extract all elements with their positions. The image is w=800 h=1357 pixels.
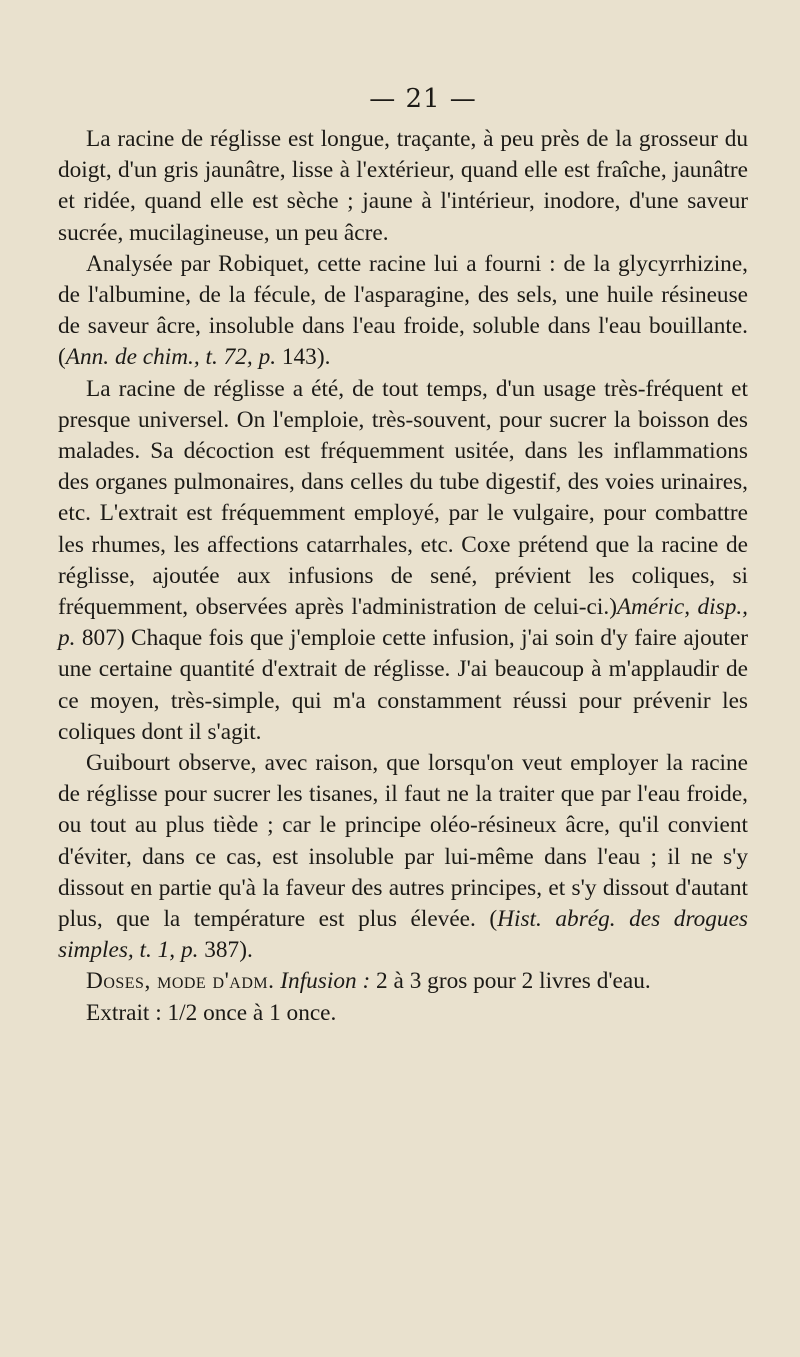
- paragraph-description: [58, 124, 748, 249]
- paragraph-guibourt: [58, 748, 748, 966]
- paragraph-usage: [58, 374, 748, 748]
- paragraph-text: La racine de réglisse a été, de tout temps, d'un usage très-fréquent et presque universel. On l'emploie, très-souvent, pour sucrer la boisson des malades. Sa décoction est fréquemment usitée, dans les inflammations des organes pulmonaires, dans celles du tube digestif, des voies urinaires, etc. L'extrait est fréquemment employé, par le vulgaire, pour combattre les rhumes, les affections catarrhales, etc. Coxe prétend que la racine de réglisse, ajoutée aux infusions de sené, prévient les coliques, si fréquemment, observées après l'administration de celui-ci.): [58, 375, 748, 621]
- citation-reference: Hist. abrég. des drogues simples, t. 1, p.: [58, 906, 748, 964]
- infusion-label: Infusion :: [280, 968, 371, 995]
- citation-tail: 387).: [198, 937, 253, 964]
- citation-tail: 807) Chaque fois que j'emploie cette infusion, j'ai soin d'y faire ajouter une certaine quantité d'extrait de réglisse. J'ai beaucoup à m'applaudir de ce moyen, très-simple, qui m'a constamment réussi pour prévenir les coliques dont il s'agit.: [58, 625, 748, 745]
- paragraph-extract: [58, 998, 748, 1029]
- page-number: — 21 —: [369, 84, 477, 114]
- paragraph-text: La racine de réglisse est longue, traçante, à peu près de la grosseur du doigt, d'un gris jaunâtre, lisse à l'extérieur, quand elle est fraîche, jaunâtre et ridée, quand elle est sèche ; jaune à l'intérieur, inodore, d'une saveur sucrée, mucilagineuse, un peu âcre.: [58, 126, 748, 246]
- citation-tail: 143).: [276, 344, 331, 371]
- infusion-dose: 2 à 3 gros pour 2 livres d'eau.: [370, 968, 651, 995]
- book-page: [58, 84, 748, 1029]
- citation-reference: Ann. de chim., t. 72, p.: [65, 344, 277, 371]
- citation-reference: Améric, disp., p.: [58, 594, 748, 652]
- paragraph-analysis: [58, 249, 748, 374]
- paragraph-text: Guibourt observe, avec raison, que lorsqu'on veut employer la racine de réglisse pour sucrer les tisanes, il faut ne la traiter que par l'eau froide, ou tout au plus tiède ; car le principe oléo-résineux âcre, qu'il convient d'éviter, dans ce cas, est insoluble par lui-même dans l'eau ; il ne s'y dissout en partie qu'à la faveur des autres principes, et s'y dissout d'autant plus, que la température est plus élevée. (: [58, 750, 748, 933]
- body-text: [58, 124, 748, 1029]
- paragraph-doses: [58, 966, 748, 997]
- doses-label: Doses, mode d'adm.: [86, 968, 275, 995]
- paragraph-text: Analysée par Robiquet, cette racine lui a fourni : de la glycyrrhizine, de l'albumine, de la fécule, de l'asparagine, des sels, une huile résineuse de saveur âcre, insoluble dans l'eau froide, soluble dans l'eau bouillante. (: [58, 250, 748, 371]
- extract-dose: Extrait : 1/2 once à 1 once.: [86, 999, 337, 1026]
